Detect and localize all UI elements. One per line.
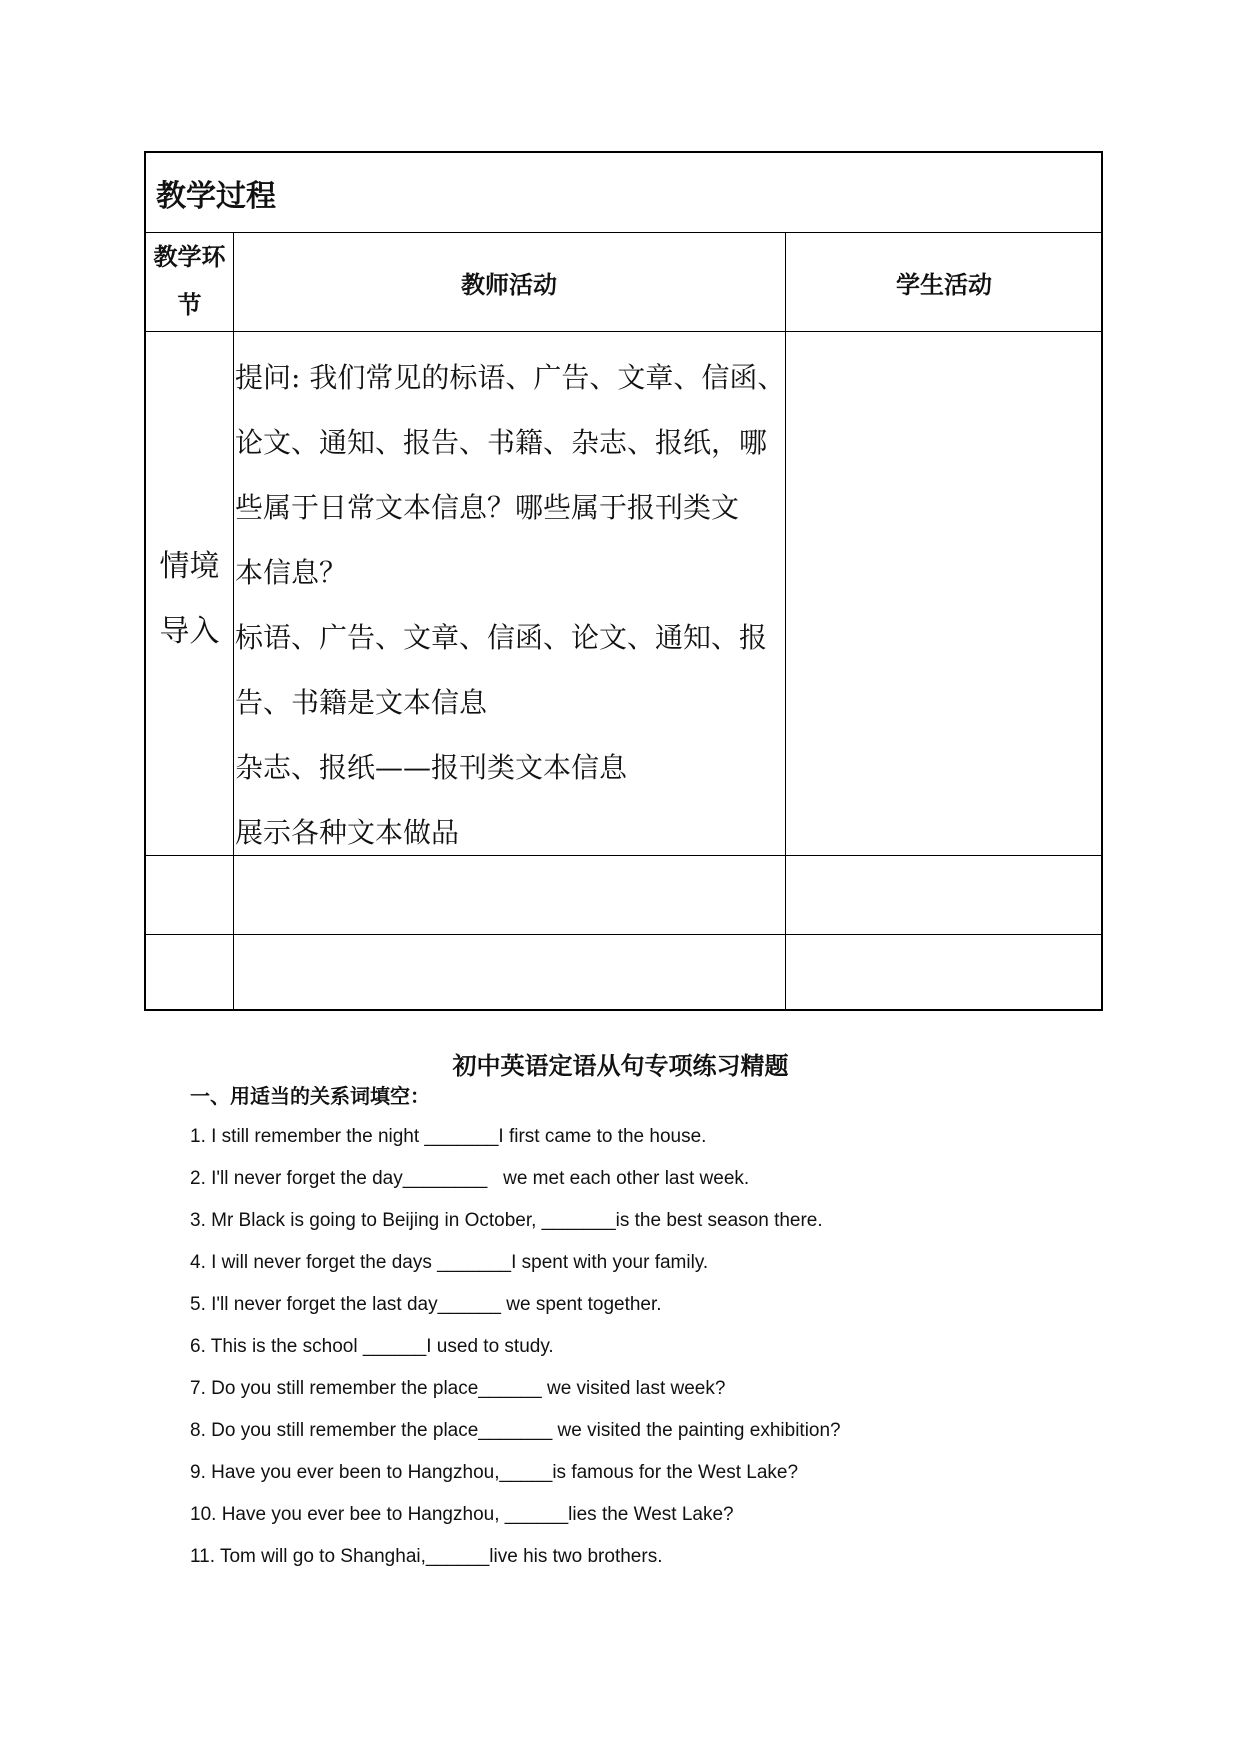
exercise-item: 4. I will never forget the days _______I spent with your family. — [190, 1252, 709, 1273]
stage-label: 情境导入 — [159, 549, 220, 649]
column-divider — [785, 232, 786, 1009]
header-stage-text: 教学环节 — [153, 243, 226, 319]
table-title: 教学过程 — [156, 179, 276, 214]
teacher-line: 标语、广告、文章、信函、论文、通知、报 — [235, 621, 768, 654]
header-stage — [146, 233, 233, 329]
teacher-activity-text — [235, 345, 786, 865]
row-divider — [146, 232, 1101, 233]
teacher-line: 告、书籍是文本信息 — [235, 686, 488, 719]
exercise-item: 2. I'll never forget the day________ we met each other last week. — [190, 1168, 750, 1189]
exercise-subtitle: 一、用适当的关系词填空： — [190, 1084, 430, 1108]
teacher-line: 杂志、报纸——报刊类文本信息 — [235, 751, 628, 784]
lesson-process-table — [144, 151, 1103, 1011]
exercise-item: 1. I still remember the night _______I first came to the house. — [190, 1126, 707, 1147]
exercise-item: 8. Do you still remember the place_______ we visited the painting exhibition? — [190, 1420, 841, 1441]
exercise-item: 10. Have you ever bee to Hangzhou, ______lies the West Lake? — [190, 1504, 734, 1525]
teacher-line: 展示各种文本做品 — [235, 816, 460, 849]
row-divider — [146, 331, 1101, 332]
header-student-activity: 学生活动 — [896, 271, 992, 299]
row-divider — [146, 934, 1101, 935]
exercise-title: 初中英语定语从句专项练习精题 — [452, 1052, 789, 1080]
teacher-line: 本信息？ — [235, 556, 348, 589]
teacher-line: 些属于日常文本信息？哪些属于报刊类文 — [235, 491, 740, 524]
exercise-item: 9. Have you ever been to Hangzhou,_____is famous for the West Lake? — [190, 1462, 799, 1483]
exercise-item: 6. This is the school ______I used to study. — [190, 1336, 554, 1357]
exercise-item: 7. Do you still remember the place______ we visited last week? — [190, 1378, 726, 1399]
teacher-line: 提问: 我们常见的标语、广告、文章、信函、 — [235, 361, 786, 394]
exercise-list — [190, 1124, 841, 1586]
exercise-item: 11. Tom will go to Shanghai,______live his two brothers. — [190, 1546, 663, 1567]
teacher-line: 论文、通知、报告、书籍、杂志、报纸，哪 — [235, 426, 768, 459]
header-teacher-activity: 教师活动 — [461, 271, 557, 299]
exercise-item: 3. Mr Black is going to Beijing in October, _______is the best season there. — [190, 1210, 823, 1231]
column-divider — [233, 232, 234, 1009]
exercise-item: 5. I'll never forget the last day______ we spent together. — [190, 1294, 662, 1315]
